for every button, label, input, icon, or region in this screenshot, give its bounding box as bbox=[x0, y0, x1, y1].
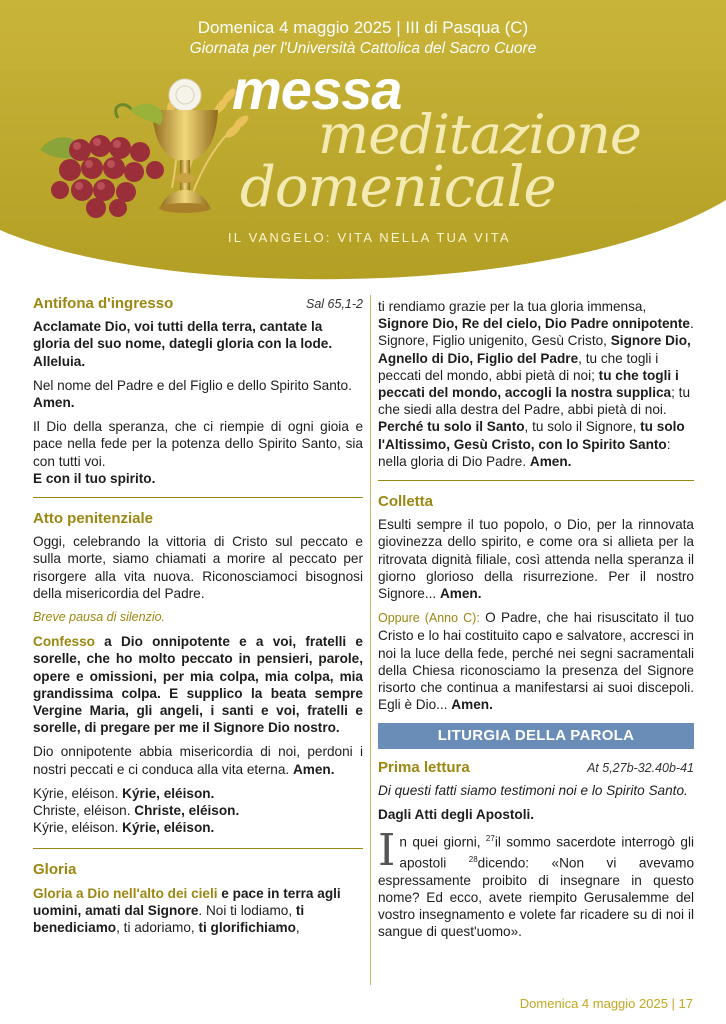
kyrie-line bbox=[33, 802, 363, 819]
gloria-bold: e pace in terra agli uomini, amati dal Signore bbox=[33, 885, 341, 918]
gloria-normal: ti rendiamo grazie per la tua gloria immensa, bbox=[378, 299, 647, 314]
absolution-amen: Amen. bbox=[292, 761, 335, 777]
gloria-normal: , tu solo il Signore, bbox=[524, 419, 641, 435]
antifona-title: Antifona d'ingresso bbox=[33, 295, 174, 312]
confesso-word: Confesso bbox=[33, 634, 95, 650]
masthead bbox=[0, 0, 726, 282]
greeting-response: E con il tuo spirito. bbox=[33, 470, 156, 486]
greeting-text: Il Dio della speranza, che ci riempie di ogni gioia e pace nella fede per la potenza dello Spirito Santo, sia con tutti voi. bbox=[33, 419, 363, 469]
right-column bbox=[378, 298, 694, 948]
gloria-title: Gloria bbox=[33, 861, 77, 879]
colletta-alt-text: O Padre, che hai risuscitato il tuo Cristo e lo hai costituito capo e salvatore, accresci in noi la luce della fede, perché nei segni sacramentali della Chiesa riconosciamo la presenza del Signore risorto che continua a manifestarsi ai suoi discepoli. Egli è Dio... bbox=[378, 610, 694, 713]
title-messa: messa bbox=[232, 58, 402, 121]
title-domenicale: domenicale bbox=[240, 155, 556, 220]
drop-cap: I bbox=[378, 825, 396, 877]
absolution-text: Dio onnipotente abbia misericordia di noi, perdoni i nostri peccati e ci conduca alla vita eterna. bbox=[33, 744, 363, 777]
gloria-bold: Perché tu solo il Santo bbox=[378, 419, 525, 435]
gloria-bold: Signore Dio, Re del cielo, Dio Padre onnipotente bbox=[378, 316, 690, 332]
gloria-bold: ti glorifichiamo bbox=[198, 920, 296, 936]
gloria-bold: ti benediciamo bbox=[33, 902, 305, 936]
reading-intro: Di questi fatti siamo testimoni noi e lo Spirito Santo. bbox=[378, 782, 688, 798]
rubric-silence: Breve pausa di silenzio. bbox=[33, 610, 166, 625]
absolution bbox=[33, 743, 363, 777]
atto-title: Atto penitenziale bbox=[33, 510, 154, 528]
gloria-amen: Amen. bbox=[529, 453, 572, 469]
confesso-text: a Dio onnipotente e a voi, fratelli e sorelle, che ho molto peccato in pensieri, parole, opere e omissioni, per mia colpa, mia colpa, mia grandissima colpa. E supplico la beata sempre Vergine Maria, gli angeli, i santi e voi, fratelli e sorelle, di pregare per me il Signore Dio nostro. bbox=[33, 634, 363, 736]
sign-of-cross-text: Nel nome del Padre e del Figlio e dello Spirito Santo. bbox=[33, 377, 352, 393]
title-meditazione: meditazione bbox=[318, 103, 641, 166]
gloria-continued bbox=[378, 298, 694, 470]
date-liturgical-line: Domenica 4 maggio 2025 | III di Pasqua (C) bbox=[197, 18, 529, 37]
column-divider bbox=[370, 295, 371, 985]
gloria-normal: ; tu che siedi alla destra del Padre, abbi pietà di noi. bbox=[378, 385, 690, 418]
gloria-normal: . Noi ti lodiamo, bbox=[198, 902, 296, 918]
gloria-bold: tu che togli i peccati del mondo, accogli la nostra supplica bbox=[378, 367, 679, 401]
prima-lettura-ref: At 5,27b-32.40b-41 bbox=[586, 760, 694, 775]
colletta-title: Colletta bbox=[378, 493, 434, 511]
gloria-text bbox=[33, 885, 363, 937]
reading-part: dicendo: «Non vi avevamo espressamente proibito di insegnare in questo nome? Ed ecco, avete riempito Gerusalemme del vostro insegnamento e volete far ricadere su di noi il sangue di quest'uomo». bbox=[378, 855, 694, 940]
colletta-alt-amen: Amen. bbox=[451, 697, 493, 713]
antifona-header bbox=[33, 295, 363, 318]
tagline: IL VANGELO: VITA NELLA TUA VITA bbox=[228, 230, 511, 245]
kyrie-invocation: Kýrie, eléison. bbox=[33, 820, 123, 836]
gloria-incipit: Gloria a Dio nell'alto dei cieli bbox=[33, 885, 218, 901]
sign-of-cross bbox=[33, 377, 363, 411]
left-column bbox=[33, 295, 363, 943]
reading-text bbox=[378, 825, 694, 940]
giornata-line: Giornata per l'Università Cattolica del Sacro Cuore bbox=[189, 40, 537, 57]
section-divider bbox=[378, 480, 694, 481]
kyrie-invocation: Kýrie, eléison. bbox=[33, 785, 123, 801]
kyrie-invocation: Christe, eléison. bbox=[33, 803, 135, 819]
colletta-prayer bbox=[378, 516, 694, 602]
gloria-normal: , tu che togli i peccati del mondo, abbi pietà di noi; bbox=[378, 350, 659, 383]
oppure-label: Oppure (Anno C): bbox=[378, 611, 480, 626]
kyrie-line bbox=[33, 819, 363, 836]
gloria-normal: , bbox=[295, 920, 300, 936]
kyrie-response: Kýrie, eléison. bbox=[122, 785, 215, 801]
antifona-text: Acclamate Dio, voi tutti della terra, cantate la gloria del suo nome, dategli gloria con la lode. Alleluia. bbox=[33, 319, 333, 369]
section-divider bbox=[33, 497, 363, 498]
gloria-bold: Signore Dio, Agnello di Dio, Figlio del Padre bbox=[378, 333, 691, 366]
prima-lettura-title: Prima lettura bbox=[378, 758, 470, 776]
liturgia-band: LITURGIA DELLA PAROLA bbox=[378, 723, 694, 748]
prima-lettura-header bbox=[378, 759, 694, 782]
colletta-alternative bbox=[378, 609, 694, 713]
verse-number: 27 bbox=[485, 834, 495, 844]
kyrie-response: Christe, eléison. bbox=[134, 803, 240, 819]
kyrie-block bbox=[33, 785, 363, 837]
atto-intro: Oggi, celebrando la vittoria di Cristo sul peccato e sulla morte, siamo chiamati a morire al peccato per risorgere alla vita nuova. Riconosciamoci bisognosi della misericordia del Padre. bbox=[33, 534, 363, 601]
verse-number: 28 bbox=[468, 855, 478, 865]
colletta-amen: Amen. bbox=[439, 586, 482, 602]
amen-response: Amen. bbox=[33, 395, 75, 411]
kyrie-line bbox=[33, 785, 363, 802]
gloria-normal: . Signore, Figlio unigenito, Gesù Cristo, bbox=[378, 316, 694, 349]
reading-part: il sommo sacerdote interrogò gli apostoli bbox=[399, 834, 694, 871]
greeting bbox=[33, 418, 363, 487]
gloria-normal: : nella gloria di Dio Padre. bbox=[378, 436, 671, 469]
gloria-normal: , ti adoriamo, bbox=[116, 920, 199, 936]
kyrie-response: Kýrie, eléison. bbox=[122, 820, 215, 836]
antifona-ref: Sal 65,1-2 bbox=[306, 297, 363, 311]
reading-part: n quei giorni, bbox=[399, 834, 486, 850]
colletta-text: Esulti sempre il tuo popolo, o Dio, per la rinnovata giovinezza dello spirito, e come ora si allieta per la ritrovata dignità filiale, così attenda nella speranza il giorno glorioso della risurrezione. Per il nostro Signore... bbox=[378, 517, 694, 602]
section-divider bbox=[33, 848, 363, 849]
gloria-bold: tu solo l'Altissimo, Gesù Cristo, con lo Spirito Santo bbox=[378, 419, 685, 452]
confesso-prayer bbox=[33, 633, 363, 736]
page-footer: Domenica 4 maggio 2025 | 17 bbox=[519, 996, 693, 1011]
reading-source: Dagli Atti degli Apostoli. bbox=[378, 807, 535, 823]
